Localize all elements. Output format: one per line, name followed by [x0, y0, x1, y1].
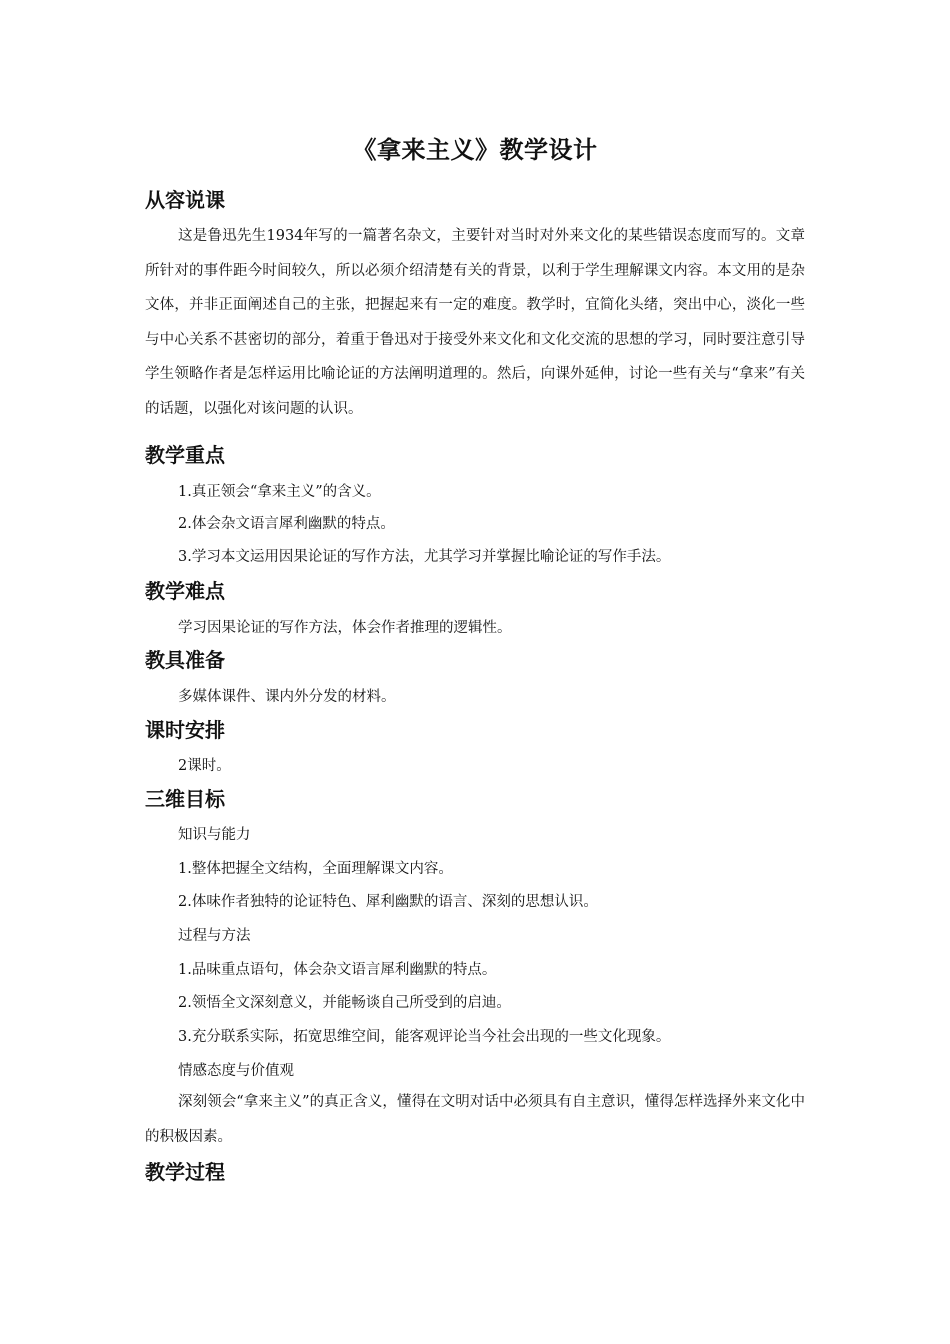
- section-heading-objectives: 三维目标: [145, 787, 225, 811]
- objective-item: 2.领悟全文深刻意义，并能畅谈自己所受到的启迪。: [178, 995, 511, 1011]
- schedule-text: 2课时。: [178, 758, 231, 774]
- intro-paragraph: 这是鲁迅先生1934年写的一篇著名杂文，主要针对当时对外来文化的某些错误态度而写的。文章所针对的事件距今时间较久，所以必须介绍清楚有关的背景，以利于学生理解课文内容。本文用的是杂文体，并非正面阐述自己的主张，把握起来有一定的难度。教学时，宜简化头绪，突出中心，淡化一些与中心关系不甚密切的部分，着重于鲁迅对于接受外来文化和文化交流的思想的学习，同时要注意引导学生领略作者是怎样运用比喻论证的方法阐明道理的。然后，向课外延伸，讨论一些有关与“拿来”有关的话题，以强化对该问题的认识。: [145, 228, 805, 417]
- materials-text: 多媒体课件、课内外分发的材料。: [178, 689, 396, 705]
- section-heading-key-points: 教学重点: [145, 443, 225, 467]
- section-heading-difficulties: 教学难点: [145, 579, 225, 603]
- objectives-knowledge-label: 知识与能力: [178, 827, 251, 843]
- key-point-item: 2.体会杂文语言犀利幽默的特点。: [178, 516, 395, 532]
- objective-item: 2.体味作者独特的论证特色、犀利幽默的语言、深刻的思想认识。: [178, 894, 598, 910]
- objectives-emotion-paragraph: 深刻领会“拿来主义”的真正含义，懂得在文明对话中必须具有自主意识，懂得怎样选择外来文化中的积极因素。: [145, 1094, 805, 1145]
- objective-item: 1.品味重点语句，体会杂文语言犀利幽默的特点。: [178, 962, 497, 978]
- objective-item: 3.充分联系实际，拓宽思维空间，能客观评论当今社会出现的一些文化现象。: [178, 1029, 671, 1045]
- objectives-process-label: 过程与方法: [178, 928, 251, 944]
- difficulties-text: 学习因果论证的写作方法，体会作者推理的逻辑性。: [178, 620, 512, 636]
- section-heading-process: 教学过程: [145, 1160, 225, 1184]
- objectives-emotion-label: 情感态度与价值观: [178, 1063, 294, 1079]
- document-title: 《拿来主义》教学设计: [352, 136, 598, 164]
- section-heading-schedule: 课时安排: [145, 718, 225, 742]
- key-point-item: 1.真正领会“拿来主义”的含义。: [178, 484, 381, 500]
- section-heading-materials: 教具准备: [145, 648, 225, 672]
- key-point-item: 3.学习本文运用因果论证的写作方法，尤其学习并掌握比喻论证的写作手法。: [178, 549, 671, 565]
- objective-item: 1.整体把握全文结构，全面理解课文内容。: [178, 861, 453, 877]
- section-heading-intro: 从容说课: [145, 188, 225, 212]
